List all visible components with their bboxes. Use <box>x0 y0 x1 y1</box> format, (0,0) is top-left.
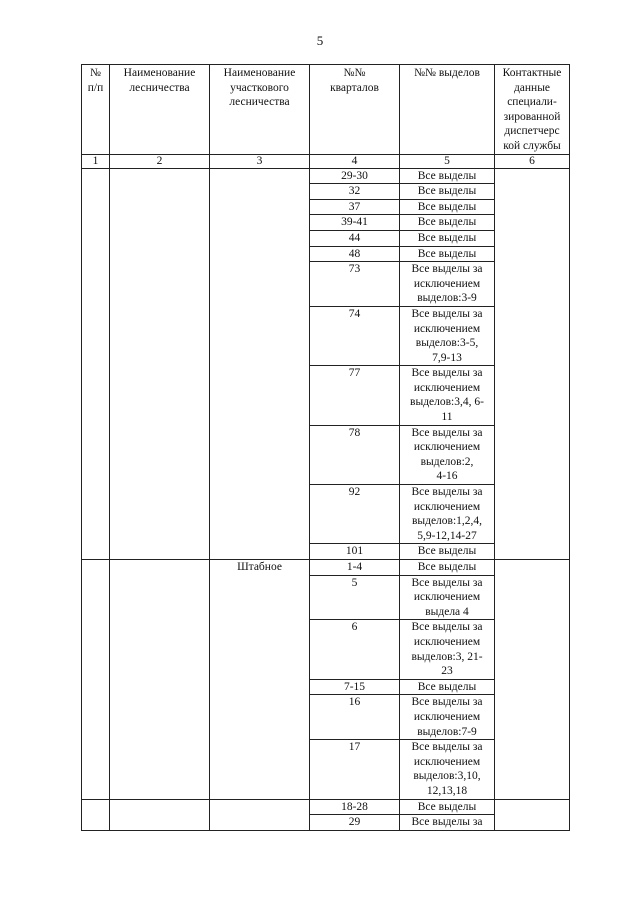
header-line: Наименование <box>223 67 296 79</box>
header-line: №№ выделов <box>414 67 480 79</box>
vydel-line: выделов:1,2,4, <box>411 515 483 528</box>
column-header-4 <box>310 65 400 155</box>
vydel-line: Все выделы за <box>411 816 483 829</box>
kvartal-cell: 18-28 <box>310 799 400 815</box>
column-number-row <box>82 154 570 168</box>
vydel-line: Все выделы за <box>411 741 483 754</box>
vydel-line: 12,13,18 <box>426 784 468 797</box>
header-line: лесничества <box>129 81 190 94</box>
vydel-cell <box>400 215 495 231</box>
column-header-1 <box>82 65 110 155</box>
vydel-line: исключением <box>413 635 481 648</box>
table-body <box>82 168 570 830</box>
lesnichestvo-cell <box>110 799 210 830</box>
vydel-cell <box>400 366 495 425</box>
vydel-cell <box>400 168 495 184</box>
header-row <box>82 65 570 155</box>
kvartal-cell: 16 <box>310 695 400 740</box>
npp-cell <box>82 560 110 800</box>
kvartal-cell: 74 <box>310 306 400 365</box>
column-header-5 <box>400 65 495 155</box>
vydel-line: Все выделы <box>417 545 477 558</box>
vydel-line: выделов:3-5, <box>415 337 479 350</box>
vydel-cell <box>400 695 495 740</box>
header-line: специали- <box>507 96 557 109</box>
contacts-cell <box>495 799 570 830</box>
vydel-cell <box>400 799 495 815</box>
vydel-line: Все выделы за <box>411 621 483 634</box>
vydel-line: исключением <box>413 591 481 604</box>
vydel-line: выдела 4 <box>425 605 469 618</box>
vydel-cell <box>400 246 495 262</box>
kvartal-cell: 29 <box>310 815 400 831</box>
npp-cell <box>82 168 110 559</box>
vydel-line: 23 <box>441 665 453 678</box>
vydel-line: 4-16 <box>436 470 458 483</box>
header-line: № <box>90 67 101 79</box>
vydel-cell <box>400 544 495 560</box>
vydel-line: выделов:3, 21- <box>411 650 483 663</box>
kvartal-cell: 7-15 <box>310 679 400 695</box>
header-line: зированной <box>503 110 561 123</box>
vydel-cell <box>400 184 495 200</box>
vydel-line: Все выделы <box>417 247 477 260</box>
vydel-line: исключением <box>413 755 481 768</box>
vydel-line: Все выделы <box>417 200 477 213</box>
vydel-line: Все выделы <box>417 680 477 693</box>
table-header <box>82 65 570 169</box>
column-number-4: 4 <box>310 154 400 168</box>
table-row <box>82 168 570 184</box>
header-line: участкового <box>230 81 289 94</box>
kvartal-cell: 44 <box>310 230 400 246</box>
vydel-cell <box>400 230 495 246</box>
table-row <box>82 799 570 815</box>
vydel-line: 5,9-12,14-27 <box>417 529 477 542</box>
kvartal-cell: 5 <box>310 575 400 620</box>
header-line: п/п <box>87 81 104 94</box>
column-header-2 <box>110 65 210 155</box>
vydel-cell <box>400 560 495 576</box>
kvartal-cell: 29-30 <box>310 168 400 184</box>
vydel-cell <box>400 306 495 365</box>
vydel-line: 7,9-13 <box>432 351 462 364</box>
lesnichestvo-cell <box>110 560 210 800</box>
vydel-line: исключением <box>413 322 481 335</box>
vydel-line: 11 <box>441 411 453 424</box>
uchastkovoe-cell: Штабное <box>210 560 310 800</box>
vydel-line: Все выделы за <box>411 307 483 320</box>
vydel-line: выделов:3-9 <box>417 292 477 305</box>
vydel-cell <box>400 199 495 215</box>
vydel-line: выделов:3,4, 6- <box>410 396 484 409</box>
kvartal-cell: 48 <box>310 246 400 262</box>
column-number-1: 1 <box>82 154 110 168</box>
kvartal-cell: 6 <box>310 620 400 679</box>
vydel-line: исключением <box>413 277 481 290</box>
vydel-line: исключением <box>413 500 481 513</box>
kvartal-cell: 101 <box>310 544 400 560</box>
vydel-line: выделов:3,10, <box>413 770 481 783</box>
kvartal-cell: 32 <box>310 184 400 200</box>
kvartal-cell: 39-41 <box>310 215 400 231</box>
column-header-3 <box>210 65 310 155</box>
vydel-line: Все выделы за <box>411 576 483 589</box>
vydel-line: исключением <box>413 381 481 394</box>
header-line: Контактные <box>502 67 562 79</box>
kvartal-cell: 17 <box>310 740 400 799</box>
contacts-cell <box>495 560 570 800</box>
header-line: диспетчерс <box>504 125 560 138</box>
kvartal-cell: 37 <box>310 199 400 215</box>
vydel-line: выделов:7-9 <box>417 725 477 738</box>
kvartal-cell: 92 <box>310 485 400 544</box>
vydel-cell <box>400 679 495 695</box>
vydel-line: исключением <box>413 710 481 723</box>
page-number: 5 <box>316 33 324 48</box>
vydel-line: Все выделы за <box>411 367 483 380</box>
lesnichestvo-cell <box>110 168 210 559</box>
column-header-6 <box>495 65 570 155</box>
vydel-line: Все выделы <box>417 231 477 244</box>
vydel-line: Все выделы <box>417 800 477 813</box>
kvartal-cell: 78 <box>310 425 400 484</box>
vydel-line: Все выделы <box>417 561 477 573</box>
vydel-cell <box>400 485 495 544</box>
vydel-cell <box>400 815 495 831</box>
header-line: лесничества <box>229 96 290 109</box>
column-number-5: 5 <box>400 154 495 168</box>
vydel-line: Все выделы за <box>411 696 483 709</box>
header-line: кой службы <box>503 139 561 152</box>
vydel-cell <box>400 575 495 620</box>
forestry-table <box>81 64 570 831</box>
vydel-line: Все выделы <box>417 216 477 229</box>
kvartal-cell: 77 <box>310 366 400 425</box>
column-number-3: 3 <box>210 154 310 168</box>
vydel-line: Все выделы за <box>411 486 483 499</box>
vydel-line: выделов:2, <box>420 455 474 468</box>
uchastkovoe-cell <box>210 168 310 559</box>
column-number-2: 2 <box>110 154 210 168</box>
vydel-cell <box>400 740 495 799</box>
vydel-line: Все выделы <box>417 185 477 198</box>
vydel-line: Все выделы за <box>411 263 483 276</box>
npp-cell <box>82 799 110 830</box>
vydel-line: Все выделы <box>417 169 477 182</box>
header-line: №№ <box>343 67 366 79</box>
vydel-cell <box>400 620 495 679</box>
column-number-6: 6 <box>495 154 570 168</box>
header-line: данные <box>513 81 551 94</box>
vydel-cell <box>400 425 495 484</box>
vydel-cell <box>400 262 495 307</box>
header-line: кварталов <box>330 81 379 94</box>
table-row <box>82 560 570 576</box>
kvartal-cell: 73 <box>310 262 400 307</box>
contacts-cell <box>495 168 570 559</box>
vydel-line: Все выделы за <box>411 426 483 439</box>
vydel-line: исключением <box>413 441 481 454</box>
uchastkovoe-cell <box>210 799 310 830</box>
header-line: Наименование <box>123 67 196 79</box>
kvartal-cell: 1-4 <box>310 560 400 576</box>
